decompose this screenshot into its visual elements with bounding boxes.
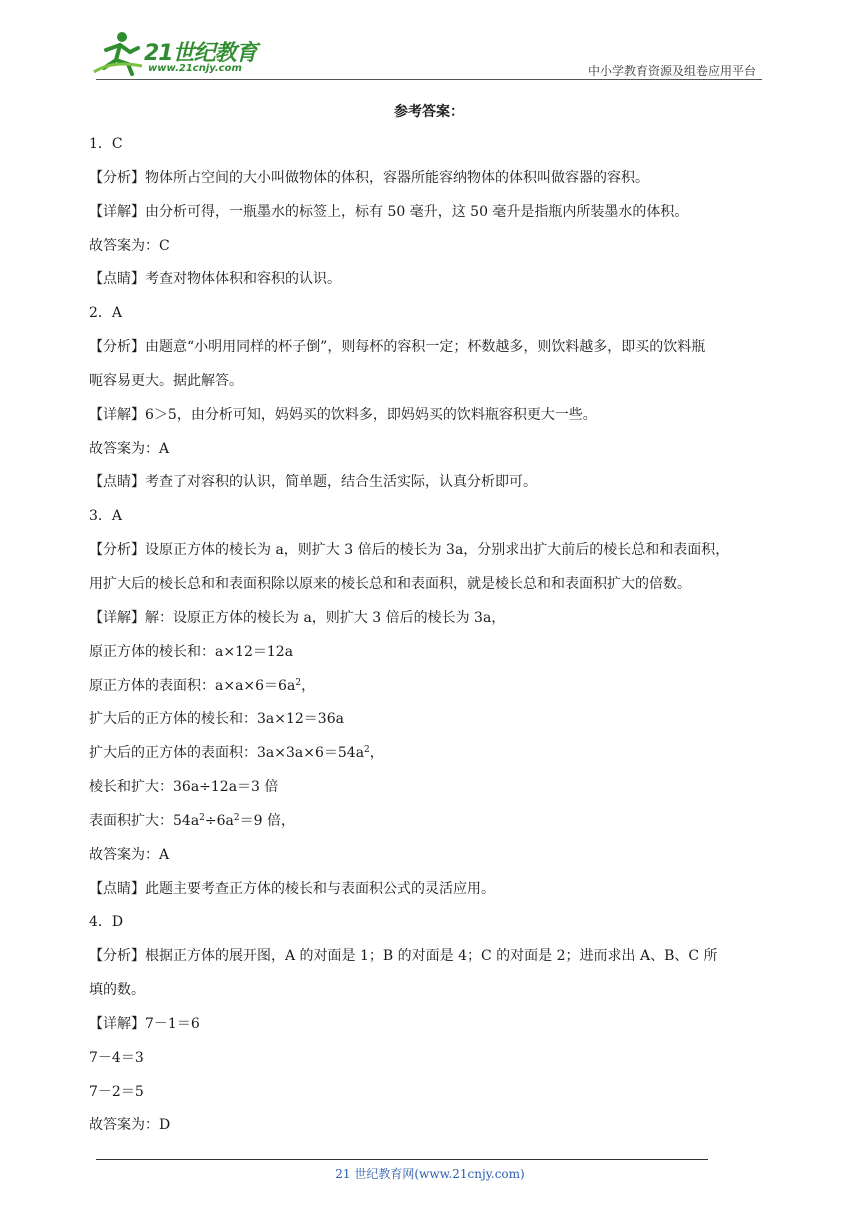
text-line: [89, 670, 769, 704]
text-line: 2．A: [89, 305, 123, 322]
page-title: 参考答案：: [394, 104, 464, 120]
text-line: 填的数。: [89, 982, 145, 999]
text-line: 原正方体的棱长和：a×12＝12a: [89, 643, 294, 660]
superscript: 2: [295, 677, 302, 688]
text-segment: ÷6a: [204, 812, 234, 829]
text-segment: 原正方体的表面积：a×a×6＝6a: [89, 677, 296, 694]
text-line: 【点睛】考查了对容积的认识，简单题，结合生活实际，认真分析即可。: [89, 474, 537, 491]
superscript: 2: [364, 745, 370, 756]
text-line: [89, 805, 769, 839]
platform-name: 中小学教育资源及组卷应用平台: [587, 64, 756, 78]
text-line: 4．D: [89, 914, 124, 931]
runner-icon: [92, 30, 146, 76]
page-header: [0, 0, 860, 82]
footer: 21 世纪教育网(www.21cnjy.com): [335, 1167, 525, 1181]
text-line: 用扩大后的棱长总和和表面积除以原来的棱长总和和表面积，就是棱长总和和表面积扩大的倍数。: [89, 575, 691, 592]
text-line: 呃容易更大。据此解答。: [89, 372, 243, 389]
text-line: 【分析】设原正方体的棱长为 a，则扩大 3 倍后的棱长为 3a，分别求出扩大前后的棱长总和和表面积，: [89, 542, 730, 559]
header-divider: [96, 79, 762, 80]
text-line: 【详解】由分析可得，一瓶墨水的标签上，标有 50 毫升，这 50 毫升是指瓶内所装墨水的体积。: [89, 203, 689, 220]
text-line: 【分析】根据正方体的展开图，A 的对面是 1；B 的对面是 4；C 的对面是 2；进而求出 A、B、C 所: [89, 948, 718, 965]
text-line: 7－4＝3: [89, 1049, 144, 1066]
text-line: 故答案为：A: [89, 846, 170, 863]
text-line: 7－2＝5: [89, 1083, 144, 1100]
logo-text: 21世纪教育: [144, 41, 257, 66]
answer-lines: [89, 128, 769, 1143]
text-segment: ，: [301, 677, 316, 694]
answer-content: [89, 96, 769, 1143]
text-segment: 表面积扩大：54a: [89, 812, 200, 829]
text-line: 【分析】物体所占空间的大小叫做物体的体积，容器所能容纳物体的体积叫做容器的容积。: [89, 169, 649, 186]
text-line: 扩大后的正方体的棱长和：3a×12＝36a: [89, 711, 344, 728]
text-line: 【详解】7－1＝6: [89, 1015, 200, 1032]
text-line: 1．C: [89, 136, 123, 152]
text-segment: ，: [369, 745, 384, 762]
text-segment: ＝9 倍，: [239, 812, 295, 829]
text-line: 【分析】由题意“小明用同样的杯子倒”，则每杯的容积一定；杯数越多，则饮料越多，即买的饮料瓶: [89, 339, 706, 356]
text-line: [89, 737, 769, 771]
text-line: 【详解】解：设原正方体的棱长为 a，则扩大 3 倍后的棱长为 3a，: [89, 609, 506, 626]
text-line: 3．A: [89, 508, 123, 525]
logo: [92, 30, 267, 78]
text-segment: 扩大后的正方体的表面积：3a×3a×6＝54a: [89, 745, 365, 762]
text-line: 棱长和扩大：36a÷12a＝3 倍: [89, 779, 279, 796]
superscript: 2: [233, 812, 240, 823]
text-line: 【详解】6＞5，由分析可知，妈妈买的饮料多，即妈妈买的饮料瓶容积更大一些。: [89, 406, 597, 423]
text-line: 故答案为：A: [89, 440, 170, 457]
text-line: 故答案为：D: [89, 1117, 171, 1134]
text-line: 【点睛】此题主要考查正方体的棱长和与表面积公式的灵活应用。: [89, 880, 495, 897]
footer-divider: [96, 1159, 708, 1160]
logo-url: www.21cnjy.com: [148, 63, 242, 74]
text-line: 故答案为：C: [89, 237, 170, 254]
text-line: 【点睛】考查对物体体积和容积的认识。: [89, 271, 341, 288]
superscript: 2: [199, 812, 205, 823]
